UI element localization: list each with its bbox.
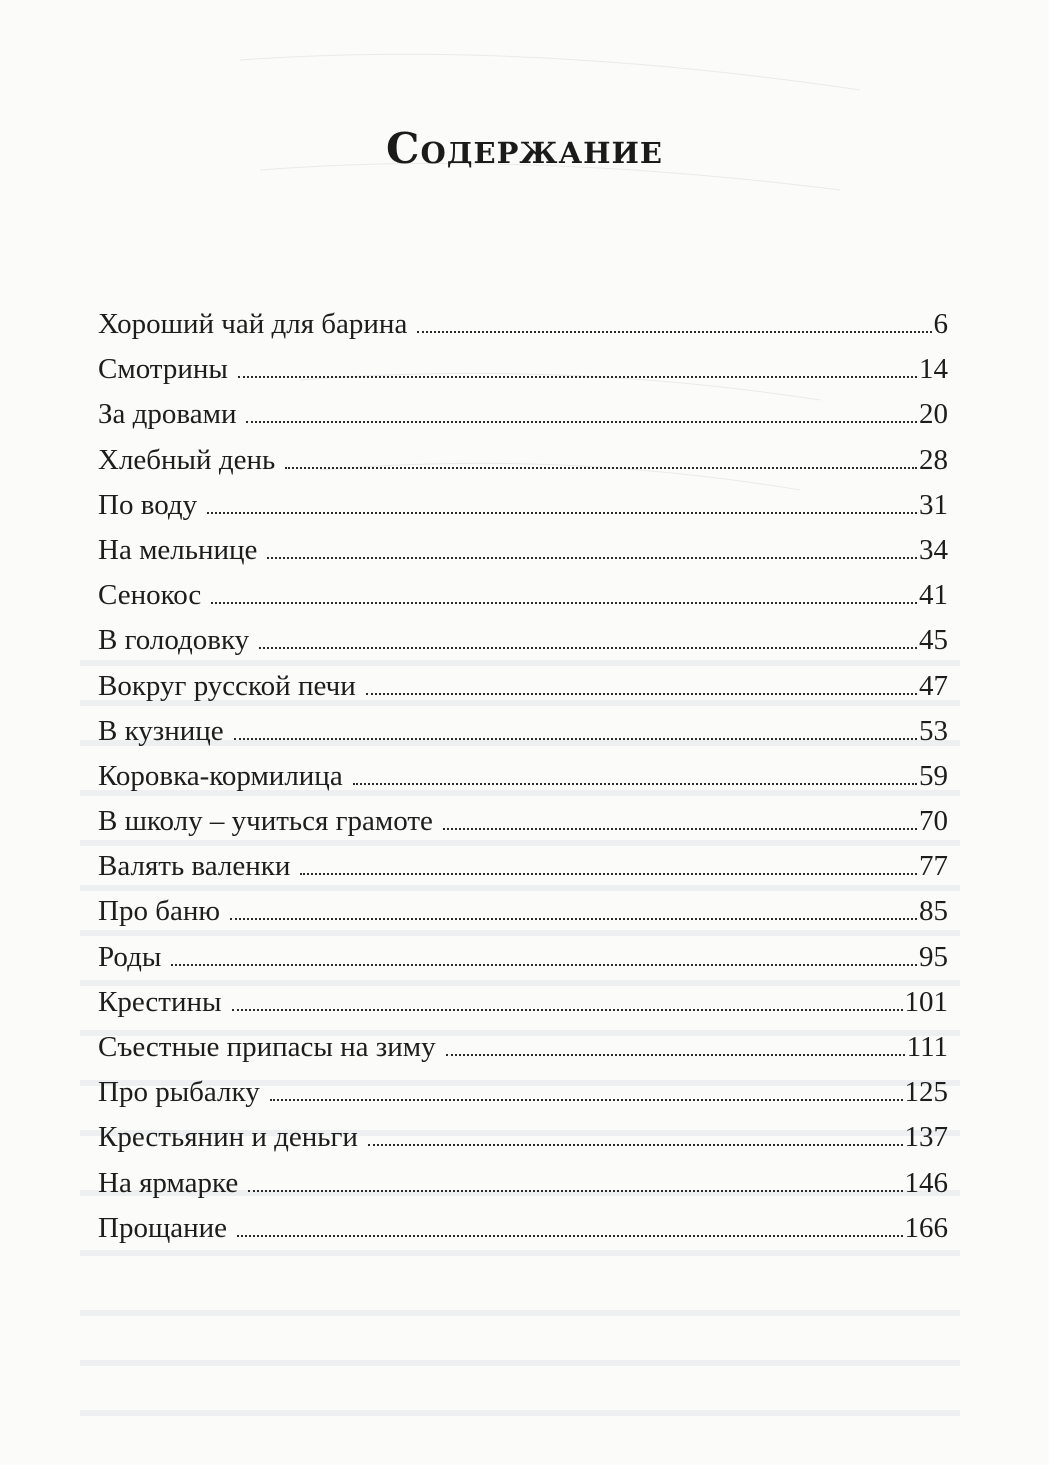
dot-leader xyxy=(207,512,917,514)
toc-entry-title: В кузнице xyxy=(98,714,224,747)
toc-entry xyxy=(98,302,948,347)
toc-entry-title: Про баню xyxy=(98,895,221,928)
toc-entry-page-number: 53 xyxy=(919,714,948,747)
toc-entry xyxy=(98,754,948,799)
dot-leader xyxy=(368,1144,903,1146)
dot-leader xyxy=(230,918,917,920)
toc-entry xyxy=(98,392,948,437)
toc-entry-title: Валять валенки xyxy=(98,850,291,883)
toc-entry-title: Крестины xyxy=(98,985,222,1018)
toc-entry xyxy=(98,1115,948,1160)
toc-entry-title: Прощание xyxy=(98,1211,228,1244)
toc-entry-title: На мельнице xyxy=(98,533,258,566)
dot-leader xyxy=(366,693,917,695)
toc-entry-page-number: 85 xyxy=(919,895,948,928)
toc-entry-page-number: 28 xyxy=(919,443,948,476)
toc-entry-title: Крестьянин и деньги xyxy=(98,1121,358,1154)
toc-entry xyxy=(98,1025,948,1070)
toc-entry-page-number: 45 xyxy=(919,624,948,657)
toc-entry-title: Сенокос xyxy=(98,579,202,612)
toc-entry xyxy=(98,618,948,663)
dot-leader xyxy=(443,828,917,830)
toc-entry xyxy=(98,528,948,573)
toc-entry xyxy=(98,1206,948,1251)
table-of-contents xyxy=(98,302,948,1251)
toc-entry-page-number: 59 xyxy=(919,759,948,792)
toc-entry xyxy=(98,664,948,709)
toc-entry-title: В голодовку xyxy=(98,624,250,657)
toc-entry-title: Коровка-кормилица xyxy=(98,759,343,792)
toc-entry-page-number: 14 xyxy=(919,353,948,386)
toc-entry-title: В школу – учиться грамоте xyxy=(98,805,433,838)
toc-entry xyxy=(98,935,948,980)
toc-entry-title: Про рыбалку xyxy=(98,1076,260,1109)
toc-entry-page-number: 6 xyxy=(933,308,948,340)
dot-leader xyxy=(417,331,931,333)
toc-entry-page-number: 146 xyxy=(904,1166,948,1199)
toc-entry xyxy=(98,799,948,844)
toc-entry xyxy=(98,573,948,618)
dot-leader xyxy=(234,738,917,740)
toc-entry-page-number: 41 xyxy=(919,579,948,612)
toc-entry-page-number: 101 xyxy=(904,985,948,1018)
toc-entry-page-number: 47 xyxy=(919,669,948,702)
toc-entry xyxy=(98,889,948,934)
page-title: Содержание xyxy=(386,124,663,174)
toc-entry-page-number: 166 xyxy=(904,1211,948,1244)
toc-entry-title: Съестные припасы на зиму xyxy=(98,1031,436,1063)
toc-entry-title: Роды xyxy=(98,940,162,973)
dot-leader xyxy=(270,1099,903,1101)
dot-leader xyxy=(259,647,917,649)
toc-entry-page-number: 31 xyxy=(919,488,948,521)
dot-leader xyxy=(211,602,917,604)
dot-leader xyxy=(237,1235,902,1237)
toc-entry-page-number: 70 xyxy=(919,805,948,838)
toc-entry xyxy=(98,709,948,754)
dot-leader xyxy=(300,873,917,875)
dot-leader xyxy=(285,467,917,469)
dot-leader xyxy=(353,783,917,785)
toc-entry xyxy=(98,347,948,392)
toc-entry xyxy=(98,980,948,1025)
toc-entry-title: По воду xyxy=(98,488,198,521)
dot-leader xyxy=(238,376,917,378)
dot-leader xyxy=(267,557,917,559)
toc-entry xyxy=(98,438,948,483)
dot-leader xyxy=(446,1054,905,1056)
dot-leader xyxy=(246,421,917,423)
toc-entry-page-number: 125 xyxy=(904,1076,948,1109)
dot-leader xyxy=(248,1190,902,1192)
toc-entry-page-number: 137 xyxy=(904,1121,948,1154)
toc-entry-page-number: 20 xyxy=(919,398,948,431)
toc-entry-page-number: 95 xyxy=(919,940,948,973)
dot-leader xyxy=(232,1009,903,1011)
toc-entry xyxy=(98,844,948,889)
toc-entry-page-number: 77 xyxy=(919,850,948,883)
toc-entry-title: На ярмарке xyxy=(98,1166,239,1199)
toc-entry-title: Смотрины xyxy=(98,353,228,386)
toc-entry xyxy=(98,483,948,528)
toc-entry-title: Вокруг русской печи xyxy=(98,669,356,702)
toc-entry-page-number: 34 xyxy=(919,533,948,566)
toc-entry-title: За дровами xyxy=(98,398,237,431)
toc-entry xyxy=(98,1161,948,1206)
toc-entry-title: Хороший чай для барина xyxy=(98,308,408,340)
toc-entry-page-number: 111 xyxy=(906,1031,948,1063)
toc-entry-title: Хлебный день xyxy=(98,443,276,476)
toc-entry xyxy=(98,1070,948,1115)
dot-leader xyxy=(171,964,917,966)
